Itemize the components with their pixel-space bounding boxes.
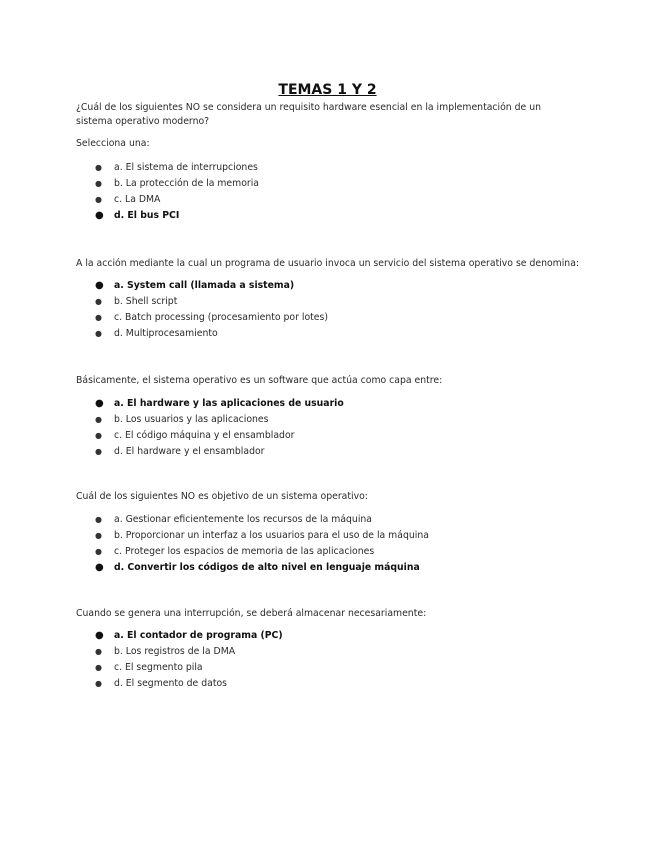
option-label: a. El contador de programa (PC) [114, 630, 283, 641]
option-label: d. El hardware y el ensamblador [114, 446, 265, 457]
option-label: d. Multiprocesamiento [114, 328, 218, 339]
bullet-icon: ● [95, 179, 102, 188]
option-label: b. Shell script [114, 296, 178, 307]
question-3-option-c [95, 428, 344, 444]
question-4-option-d-correct [95, 560, 429, 576]
question-5-option-d [95, 676, 283, 692]
question-3-text: Básicamente, el sistema operativo es un software que actúa como capa entre: [76, 375, 443, 386]
bullet-icon: ● [95, 195, 102, 204]
option-label: c. La DMA [114, 194, 161, 205]
option-label: c. El segmento pila [114, 662, 203, 673]
bullet-icon: ● [95, 329, 102, 338]
document-title: TEMAS 1 Y 2 [278, 82, 377, 98]
option-label: a. System call (llamada a sistema) [114, 280, 295, 291]
bullet-icon: ● [95, 280, 104, 291]
question-2-text: A la acción mediante la cual un programa de usuario invoca un servicio del sistema operativo se denomina: [76, 258, 580, 269]
option-label: d. El bus PCI [114, 210, 180, 221]
option-label: c. Batch processing (procesamiento por lotes) [114, 312, 328, 323]
question-5-text: Cuando se genera una interrupción, se deberá almacenar necesariamente: [76, 608, 427, 619]
bullet-icon: ● [95, 297, 102, 306]
bullet-icon: ● [95, 431, 102, 440]
select-prompt: Selecciona una: [76, 138, 150, 149]
question-1-option-a [95, 160, 259, 176]
bullet-icon: ● [95, 531, 102, 540]
bullet-icon: ● [95, 515, 102, 524]
question-1-option-c [95, 192, 259, 208]
bullet-icon: ● [95, 562, 104, 573]
bullet-icon: ● [95, 647, 102, 656]
question-1-text: ¿Cuál de los siguientes NO se considera un requisito hardware esencial en la implementación de un sistema operativo moderno? [76, 102, 542, 127]
option-label: a. El hardware y las aplicaciones de usuario [114, 398, 344, 409]
question-2-option-c [95, 310, 328, 326]
bullet-icon: ● [95, 679, 102, 688]
option-label: d. Convertir los códigos de alto nivel en lenguaje máquina [114, 562, 420, 573]
question-3-option-d [95, 444, 344, 460]
bullet-icon: ● [95, 630, 104, 641]
question-4-options [95, 512, 429, 576]
bullet-icon: ● [95, 447, 102, 456]
question-3-option-b [95, 412, 344, 428]
bullet-icon: ● [95, 547, 102, 556]
question-2-option-a-correct [95, 278, 328, 294]
option-label: b. Proporcionar un interfaz a los usuarios para el uso de la máquina [114, 530, 429, 541]
question-5-option-a-correct [95, 628, 283, 644]
question-1-options [95, 160, 259, 224]
option-label: b. Los usuarios y las aplicaciones [114, 414, 269, 425]
option-label: b. Los registros de la DMA [114, 646, 236, 657]
question-4-text: Cuál de los siguientes NO es objetivo de un sistema operativo: [76, 491, 368, 502]
option-label: a. El sistema de interrupciones [114, 162, 258, 173]
option-label: c. El código máquina y el ensamblador [114, 430, 295, 441]
question-3-option-a-correct [95, 396, 344, 412]
option-label: d. El segmento de datos [114, 678, 227, 689]
bullet-icon: ● [95, 313, 102, 322]
question-5-options [95, 628, 283, 692]
question-2-options [95, 278, 328, 342]
question-4-option-c [95, 544, 429, 560]
question-5-option-c [95, 660, 283, 676]
question-2-option-d [95, 326, 328, 342]
question-2-option-b [95, 294, 328, 310]
bullet-icon: ● [95, 663, 102, 672]
question-3-options [95, 396, 344, 460]
bullet-icon: ● [95, 163, 102, 172]
option-label: a. Gestionar eficientemente los recursos de la máquina [114, 514, 372, 525]
question-4-option-b [95, 528, 429, 544]
bullet-icon: ● [95, 210, 104, 221]
bullet-icon: ● [95, 398, 104, 409]
question-5-option-b [95, 644, 283, 660]
option-label: b. La protección de la memoria [114, 178, 259, 189]
option-label: c. Proteger los espacios de memoria de las aplicaciones [114, 546, 375, 557]
question-4-option-a [95, 512, 429, 528]
bullet-icon: ● [95, 415, 102, 424]
question-1-option-d-correct [95, 208, 259, 224]
question-1-option-b [95, 176, 259, 192]
